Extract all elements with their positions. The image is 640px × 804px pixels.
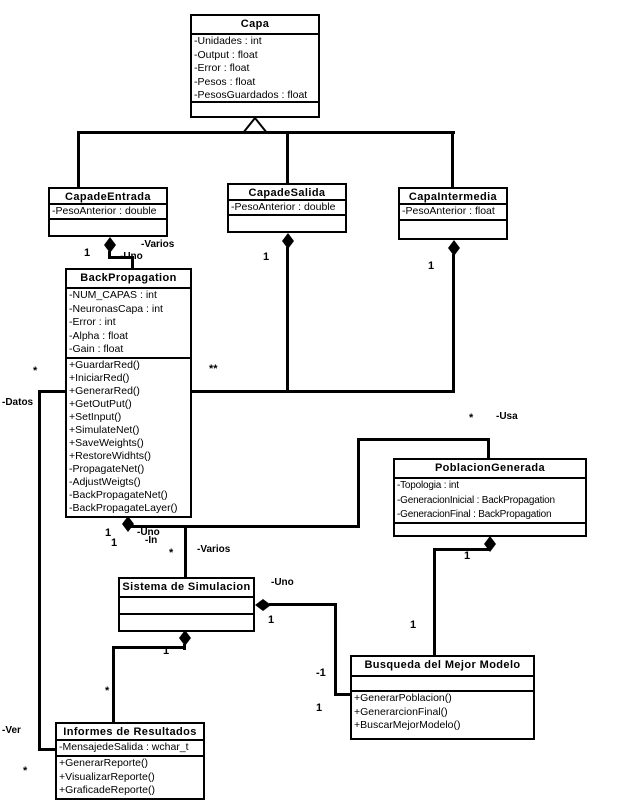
multiplicity-poblacion-bottom: 1 [464, 550, 471, 562]
method: +GuardarRed() [69, 359, 140, 371]
attribute: -Error : int [69, 316, 116, 328]
multiplicity-busqueda-left: 1 [316, 702, 323, 714]
method: +RestoreWidhts() [69, 450, 151, 462]
role-entrada-varios: -Varios [141, 239, 175, 250]
class-capadeentrada-methods-empty [50, 220, 166, 235]
edge-sistema-busqueda-v [334, 603, 337, 696]
attribute: -Unidades : int [194, 35, 262, 47]
generalization-vline-salida [286, 131, 289, 183]
attribute: -Error : float [194, 62, 250, 74]
generalization-vline-entrada [77, 131, 80, 187]
generalization-hline [78, 131, 455, 134]
class-informes-name: Informes de Resultados [57, 724, 203, 741]
method: -PropagateNet() [69, 463, 145, 475]
class-poblaciongenerada-methods-empty [395, 524, 585, 535]
attribute: -Pesos : float [194, 75, 256, 88]
multiplicity-sistema-right: 1 [268, 614, 275, 626]
attribute: -Output : float [194, 48, 258, 61]
method: +BuscarMejorModelo() [354, 719, 461, 731]
edge-sistema-busqueda-h1 [269, 603, 337, 606]
role-ver: -Ver [2, 725, 21, 736]
method: -BackPropagateLayer() [69, 502, 178, 514]
class-sistema-methods-empty [120, 615, 253, 630]
attribute: -Gain : float [69, 343, 124, 355]
multiplicity-intermedia: 1 [428, 260, 435, 272]
multiplicity-sistema-top: * [169, 547, 174, 559]
edge-bp-usa-h1 [128, 525, 360, 528]
class-poblaciongenerada [393, 458, 587, 537]
edge-salida-v [286, 247, 289, 393]
class-capaintermedia [398, 187, 508, 240]
class-capaintermedia-methods-empty [400, 221, 506, 238]
edge-poblacion-busqueda-h [435, 548, 490, 551]
attribute: -PesoAnterior : double [231, 201, 336, 213]
method: +GraficadeReporte() [59, 784, 156, 796]
class-informes-methods [57, 757, 203, 798]
multiplicity-informes-left: * [23, 765, 28, 777]
multiplicity-salida: 1 [263, 251, 270, 263]
multiplicity-entrada: 1 [84, 247, 91, 259]
method: +SimulateNet() [69, 424, 140, 436]
class-poblaciongenerada-attributes [395, 479, 585, 524]
role-entrada-uno: -Uno [120, 251, 143, 262]
generalization-vline-intermedia [451, 131, 454, 187]
method: +SaveWeights() [69, 437, 144, 449]
class-informes-de-resultados [55, 722, 205, 800]
class-capadeentrada-attributes [50, 205, 166, 220]
method: +GenerarPoblacion() [354, 692, 452, 704]
attribute: -Topologia : int [397, 480, 459, 491]
attribute: -PesosGuardados : float [194, 89, 308, 101]
class-backpropagation-methods [67, 359, 190, 516]
class-busqueda-attributes-empty [352, 677, 533, 692]
class-busqueda-methods [352, 692, 533, 738]
role-sistema-right-uno: -Uno [271, 577, 294, 588]
edge-junction-sistema-v [184, 525, 187, 579]
class-backpropagation-attributes [67, 289, 190, 359]
attribute: -Alpha : float [69, 329, 128, 342]
attribute: -PesoAnterior : double [52, 205, 157, 217]
class-capadesalida [227, 183, 347, 233]
class-sistema-de-simulacion [118, 577, 255, 632]
attribute: -PesoAnterior : float [402, 205, 495, 217]
method: -BackPropagateNet() [69, 489, 168, 501]
edge-datos-h1 [40, 390, 65, 393]
role-usa: -Usa [496, 411, 518, 422]
multiplicity-informes-top: * [105, 685, 110, 697]
method: -AdjustWeigts() [69, 476, 141, 488]
edge-bp-usa-v1 [357, 438, 360, 528]
edge-datos-v [38, 390, 41, 751]
edge-poblacion-busqueda-v [433, 548, 436, 655]
multiplicity-junction-a: 1 [105, 527, 112, 539]
class-capaintermedia-attributes [400, 205, 506, 221]
edge-sistema-informes-v2 [112, 646, 115, 722]
attribute: -MensajedeSalida : wchar_t [59, 741, 189, 753]
class-capadesalida-name: CapadeSalida [229, 185, 345, 201]
class-capaintermedia-name: CapaIntermedia [400, 189, 506, 205]
multiplicity-sistema-bottom: 1 [163, 645, 170, 657]
class-sistema-name: Sistema de Simulacion [120, 579, 253, 598]
multiplicity-usa: * [469, 412, 474, 424]
multiplicity-backprop-datos: * [33, 365, 38, 377]
class-capa-attributes [192, 35, 318, 103]
method: +IniciarRed() [69, 372, 130, 384]
class-capa [190, 14, 320, 118]
class-capadeentrada-name: CapadeEntrada [50, 189, 166, 205]
attribute: -GeneracionInicial : BackPropagation [397, 494, 555, 506]
class-capadeentrada [48, 187, 168, 237]
attribute: -GeneracionFinal : BackPropagation [397, 509, 552, 520]
edge-bp-usa-v2 [487, 438, 490, 460]
class-capa-name: Capa [192, 16, 318, 35]
multiplicity-junction-b: 1 [111, 537, 118, 549]
class-capadesalida-methods-empty [229, 216, 345, 231]
role-sistema-varios: -Varios [197, 544, 231, 555]
method: +GenerarReporte() [59, 757, 148, 769]
class-backpropagation-name: BackPropagation [67, 270, 190, 289]
edge-capas-bus-h [192, 390, 455, 393]
method: +GenerarcionFinal() [354, 705, 448, 718]
method: +GetOutPut() [69, 398, 132, 410]
attribute: -NeuronasCapa : int [69, 302, 163, 315]
multiplicity-busqueda-neg: -1 [316, 667, 326, 679]
method: +GenerarRed() [69, 385, 140, 397]
role-junction-uno: -Uno [137, 527, 160, 538]
class-informes-attributes [57, 741, 203, 757]
edge-sistema-informes-h [112, 646, 186, 649]
multiplicity-busqueda-top: 1 [410, 619, 417, 631]
class-capadesalida-attributes [229, 201, 345, 216]
composition-diamond-backprop [122, 516, 134, 532]
method: +VisualizarReporte() [59, 770, 155, 783]
class-busqueda-name: Busqueda del Mejor Modelo [352, 657, 533, 677]
class-poblaciongenerada-name: PoblacionGenerada [395, 460, 585, 479]
edge-intermedia-v [452, 254, 455, 393]
edge-datos-h2 [38, 748, 56, 751]
class-capa-methods-empty [192, 103, 318, 116]
role-junction-in: -In [145, 535, 158, 546]
edge-bp-usa-h2 [357, 438, 490, 441]
attribute: -NUM_CAPAS : int [69, 289, 157, 301]
method: +SetInput() [69, 411, 122, 423]
multiplicity-backprop-capas: ** [209, 363, 218, 375]
class-sistema-attributes-empty [120, 598, 253, 615]
class-backpropagation [65, 268, 192, 518]
class-busqueda-del-mejor-modelo [350, 655, 535, 740]
role-datos: -Datos [2, 397, 34, 408]
